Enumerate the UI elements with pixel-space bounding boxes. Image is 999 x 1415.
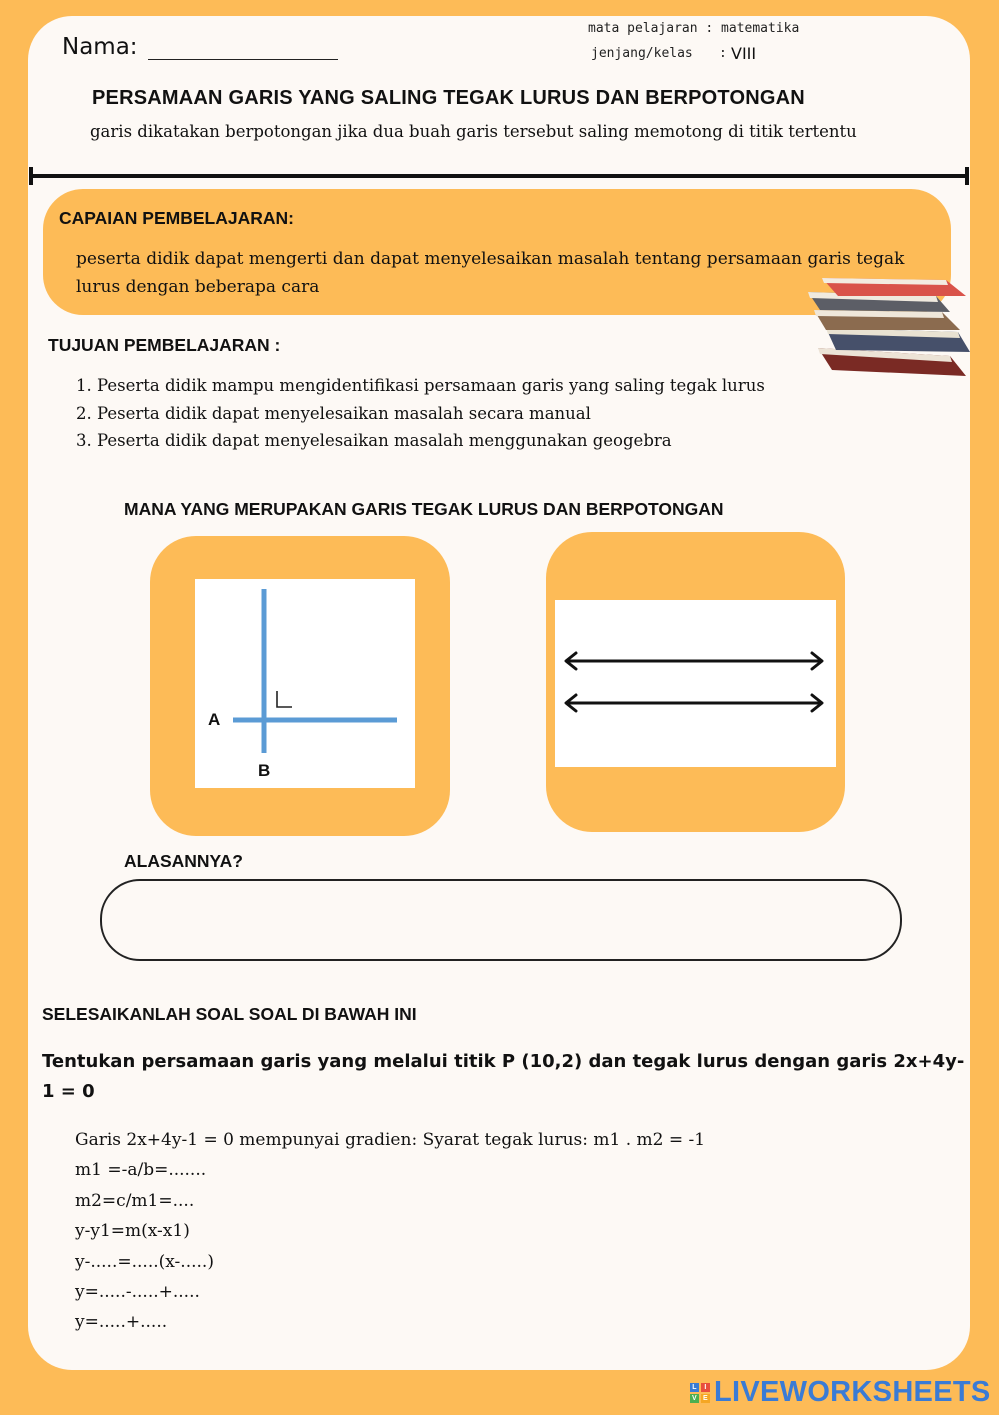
right-angle-mark — [277, 691, 292, 707]
books-illustration — [800, 272, 975, 384]
objective-item: 3. Peserta didik dapat menyelesaikan masalah menggunakan geogebra — [76, 431, 672, 450]
tujuan-heading: TUJUAN PEMBELAJARAN : — [48, 335, 281, 355]
work-line[interactable]: y=.....+..... — [75, 1312, 168, 1333]
reason-heading: ALASANNYA? — [124, 851, 243, 871]
header-divider — [31, 174, 967, 178]
parallel-figure — [555, 600, 836, 767]
brand-text: LIVEWORKSHEETS — [714, 1376, 991, 1408]
logo-letter: V — [690, 1394, 699, 1403]
grade-separator: : — [719, 46, 727, 61]
objective-item: 2. Peserta didik dapat menyelesaikan masalah secara manual — [76, 403, 591, 423]
divider-cap-right — [965, 167, 969, 185]
objectives-list — [76, 372, 765, 455]
grade-label: jenjang/kelas — [591, 46, 693, 61]
book-stack — [808, 278, 970, 376]
capaian-heading: CAPAIAN PEMBELAJARAN: — [59, 208, 294, 228]
exercise-heading: SELESAIKANLAH SOAL SOAL DI BAWAH INI — [42, 1004, 417, 1024]
objective-item: 1. Peserta didik mampu mengidentifikasi persamaan garis yang saling tegak lurus — [76, 376, 765, 395]
logo-letter: I — [701, 1383, 710, 1392]
subject-line: mata pelajaran : matematika — [588, 21, 800, 36]
perpendicular-lines-drawing — [195, 579, 415, 788]
divider-cap-left — [29, 167, 33, 185]
name-input-line[interactable] — [148, 59, 338, 60]
liveworksheets-brand[interactable] — [690, 1376, 991, 1409]
page-subtitle: garis dikatakan berpotongan jika dua buah garis tersebut saling memotong di titik tertentu — [90, 122, 857, 141]
logo-letter: L — [690, 1383, 699, 1392]
work-steps — [75, 1125, 705, 1338]
perpendicular-figure — [195, 579, 415, 788]
work-line[interactable]: m2=c/m1=.... — [75, 1190, 195, 1211]
name-label: Nama: — [62, 34, 138, 60]
work-line: y-y1=m(x-x1) — [75, 1221, 190, 1242]
parallel-lines-drawing — [555, 600, 836, 767]
point-label-a: A — [208, 710, 221, 729]
liveworksheets-logo-icon — [690, 1383, 710, 1403]
point-label-b: B — [258, 761, 271, 780]
work-line[interactable]: m1 =-a/b=....... — [75, 1160, 207, 1181]
work-line[interactable]: y=.....-.....+..... — [75, 1282, 200, 1303]
logo-letter: E — [701, 1394, 710, 1403]
exercise-question: Tentukan persamaan garis yang melalui titik P (10,2) dan tegak lurus dengan garis 2x+4y-1 = 0 — [42, 1051, 965, 1102]
reason-answer-box[interactable] — [100, 879, 902, 961]
page-title: PERSAMAAN GARIS YANG SALING TEGAK LURUS DAN BERPOTONGAN — [92, 87, 805, 109]
work-line[interactable]: y-.....=.....(x-.....) — [75, 1251, 214, 1272]
capaian-text: peserta didik dapat mengerti dan dapat menyelesaikan masalah tentang persamaan garis tegak lurus dengan beberapa cara — [76, 249, 905, 297]
work-line: Garis 2x+4y-1 = 0 mempunyai gradien: Syarat tegak lurus: m1 . m2 = -1 — [75, 1130, 706, 1150]
identify-heading: MANA YANG MERUPAKAN GARIS TEGAK LURUS DAN BERPOTONGAN — [124, 499, 724, 519]
grade-value: VIII — [731, 44, 757, 63]
